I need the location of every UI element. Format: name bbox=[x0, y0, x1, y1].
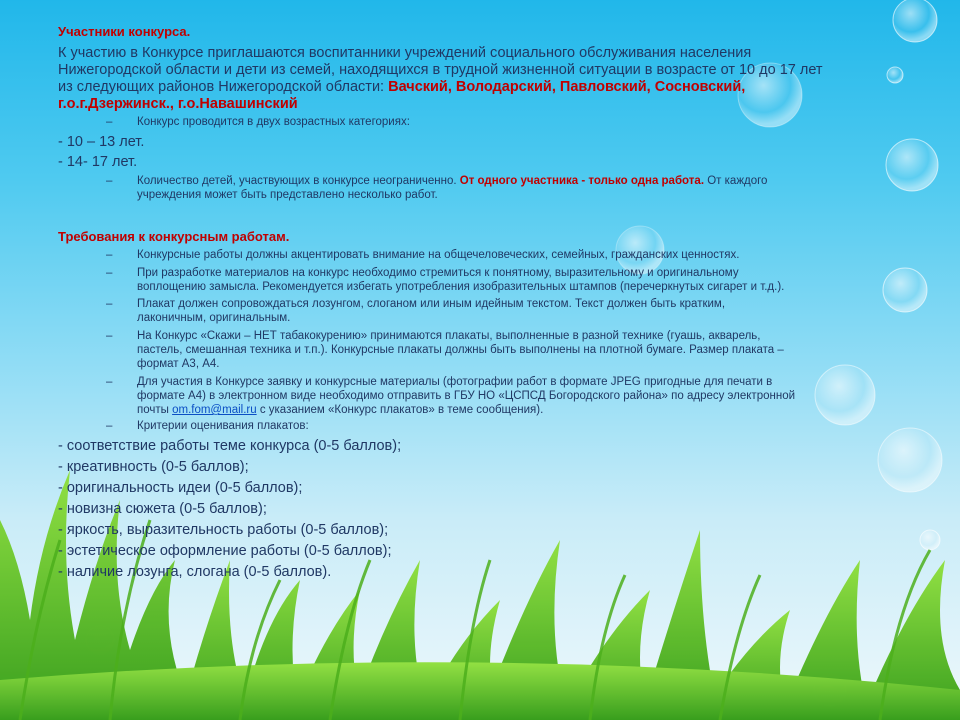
age-category-1: - 10 – 13 лет. bbox=[58, 134, 145, 150]
criterion-item: - креативность (0-5 баллов); bbox=[58, 459, 249, 475]
requirement-slogan-2: лаконичным, оригинальным. bbox=[137, 312, 291, 324]
bullet-dash: – bbox=[106, 298, 113, 310]
email-link[interactable]: om.fom@mail.ru bbox=[172, 404, 257, 416]
intro-line-2: Нижегородской области и дети из семей, находящихся в трудной жизненной ситуации в возрасте от 10 до 17 лет bbox=[58, 62, 823, 78]
email-suffix: с указанием «Конкурс плакатов» в теме сообщения). bbox=[256, 404, 544, 416]
criterion-item: - оригинальность идеи (0-5 баллов); bbox=[58, 480, 303, 496]
bullet-dash: – bbox=[106, 249, 113, 261]
districts-list: Вачский, Володарский, Павловский, Сосновский, bbox=[388, 79, 746, 95]
requirement-submission-3 bbox=[137, 404, 543, 418]
requirement-values: Конкурсные работы должны акцентировать внимание на общечеловеческих, семейных, гражданских ценностях. bbox=[137, 249, 740, 261]
requirement-submission-1: Для участия в Конкурсе заявку и конкурсные материалы (фотографии работ в формате JPEG пригодные для печати в bbox=[137, 376, 773, 388]
bullet-dash: – bbox=[106, 116, 113, 128]
requirement-originality-2: воплощению замысла. Рекомендуется избегать употребления изобразительных штампов (перечеркнутых сигарет и т.д.). bbox=[137, 281, 785, 293]
participant-count-bullet bbox=[137, 175, 767, 189]
requirement-technique-1: На Конкурс «Скажи – НЕТ табакокурению» принимаются плакаты, выполненные в разной технике (гуашь, акварель, bbox=[137, 330, 761, 342]
bullet-dash: – bbox=[106, 376, 113, 388]
requirement-technique-3: формат А3, А4. bbox=[137, 358, 220, 370]
one-work-rule: От одного участника - только одна работа. bbox=[459, 175, 705, 187]
intro-line-3-text: из следующих районов Нижегородской области: bbox=[58, 79, 389, 95]
criterion-item: - яркость, выразительность работы (0-5 баллов); bbox=[58, 522, 389, 538]
criterion-item: - новизна сюжета (0-5 баллов); bbox=[58, 501, 267, 517]
requirement-submission-2: формате А4) в электронном виде необходимо отправить в ГБУ НО «ЦСПСД Богородского района» по адресу электронной bbox=[137, 390, 796, 402]
requirement-technique-2: пастель, смешанная техника и т.п.). Конкурсные плакаты должны быть выполнены на плотной бумаге. Размер плаката – bbox=[137, 344, 784, 356]
bullet-dash: – bbox=[106, 420, 113, 432]
bullet-dash: – bbox=[106, 267, 113, 279]
participant-count-line-2: учреждения может быть представлено несколько работ. bbox=[137, 189, 438, 201]
count-text: Количество детей, участвующих в конкурсе неограниченно. bbox=[137, 175, 460, 187]
bullet-dash: – bbox=[106, 175, 113, 187]
requirement-originality-1: При разработке материалов на конкурс необходимо стремиться к понятному, выразительному и оригинальному bbox=[137, 267, 739, 279]
requirement-slogan-1: Плакат должен сопровождаться лозунгом, слоганом или иным идейным текстом. Текст должен быть кратким, bbox=[137, 298, 726, 310]
intro-line-3 bbox=[58, 79, 745, 96]
bullet-dash: – bbox=[106, 330, 113, 342]
intro-line-1: К участию в Конкурсе приглашаются воспитанники учреждений социального обслуживания населения bbox=[58, 45, 752, 61]
email-prefix: почты bbox=[137, 404, 173, 416]
requirements-heading: Требования к конкурсным работам. bbox=[58, 229, 290, 244]
age-category-2: - 14- 17 лет. bbox=[58, 154, 138, 170]
criterion-item: - наличие лозунга, слогана (0-5 баллов). bbox=[58, 564, 332, 580]
participants-heading: Участники конкурса. bbox=[58, 24, 191, 39]
criteria-heading: Критерии оценивания плакатов: bbox=[137, 420, 309, 432]
count-text-tail: От каждого bbox=[704, 175, 768, 187]
criterion-item: - эстетическое оформление работы (0-5 баллов); bbox=[58, 543, 392, 559]
cities-list: г.о.г.Дзержинск., г.о.Навашинский bbox=[58, 96, 298, 112]
age-categories-bullet: Конкурс проводится в двух возрастных категориях: bbox=[137, 116, 410, 128]
criterion-item: - соответствие работы теме конкурса (0-5 баллов); bbox=[58, 438, 402, 454]
